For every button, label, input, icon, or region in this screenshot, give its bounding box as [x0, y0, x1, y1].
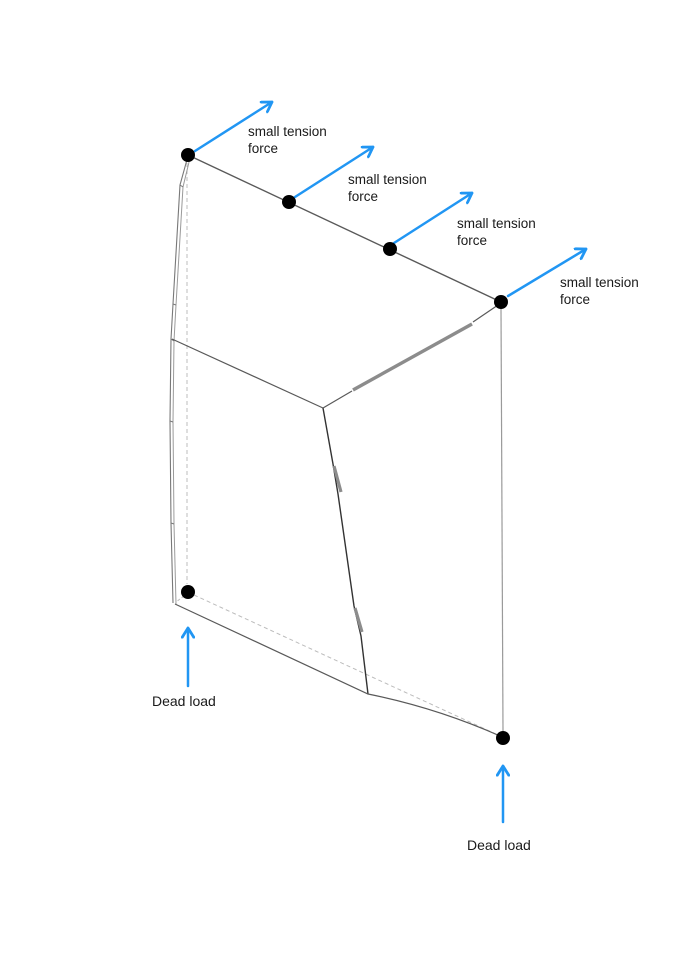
bottom-edge	[175, 604, 500, 736]
structure-nodes-group	[181, 148, 510, 745]
tension-arrow-1	[195, 102, 272, 151]
mid-strut-plate-2	[355, 608, 362, 632]
tension-force-label-3-line-2: force	[457, 233, 488, 248]
diagonal-plate	[353, 324, 472, 390]
tension-arrow-4	[508, 249, 586, 296]
diagonal-thin-lower	[323, 391, 352, 408]
right-edge	[501, 309, 503, 731]
dead-load-label-1: Dead load	[152, 693, 216, 709]
node-bottom-right	[496, 731, 510, 745]
top-chord	[188, 155, 501, 302]
node-bottom-left	[181, 585, 195, 599]
tension-arrow-2	[295, 147, 373, 197]
dashed-diagonal-bottom	[194, 595, 498, 735]
tension-force-label-3-line-1: small tension	[457, 216, 536, 231]
dead-load-label-2: Dead load	[467, 837, 531, 853]
left-edge-outer	[170, 156, 188, 603]
tension-force-label-1-line-1: small tension	[248, 124, 327, 139]
node-top-3	[383, 242, 397, 256]
tension-force-label-2-line-2: force	[348, 189, 379, 204]
dashed-corner-tie	[176, 596, 184, 602]
force-arrows-group	[188, 102, 586, 822]
node-top-left	[181, 148, 195, 162]
structure-lines-group	[170, 155, 503, 736]
node-top-2	[282, 195, 296, 209]
mid-tie	[172, 339, 323, 408]
tension-force-label-4-line-2: force	[560, 292, 591, 307]
node-top-right	[494, 295, 508, 309]
tension-force-label-1-line-2: force	[248, 141, 279, 156]
tension-force-label-2-line-1: small tension	[348, 172, 427, 187]
tension-force-label-4-line-1: small tension	[560, 275, 639, 290]
mid-strut	[323, 408, 368, 694]
tension-arrow-3	[394, 193, 472, 243]
